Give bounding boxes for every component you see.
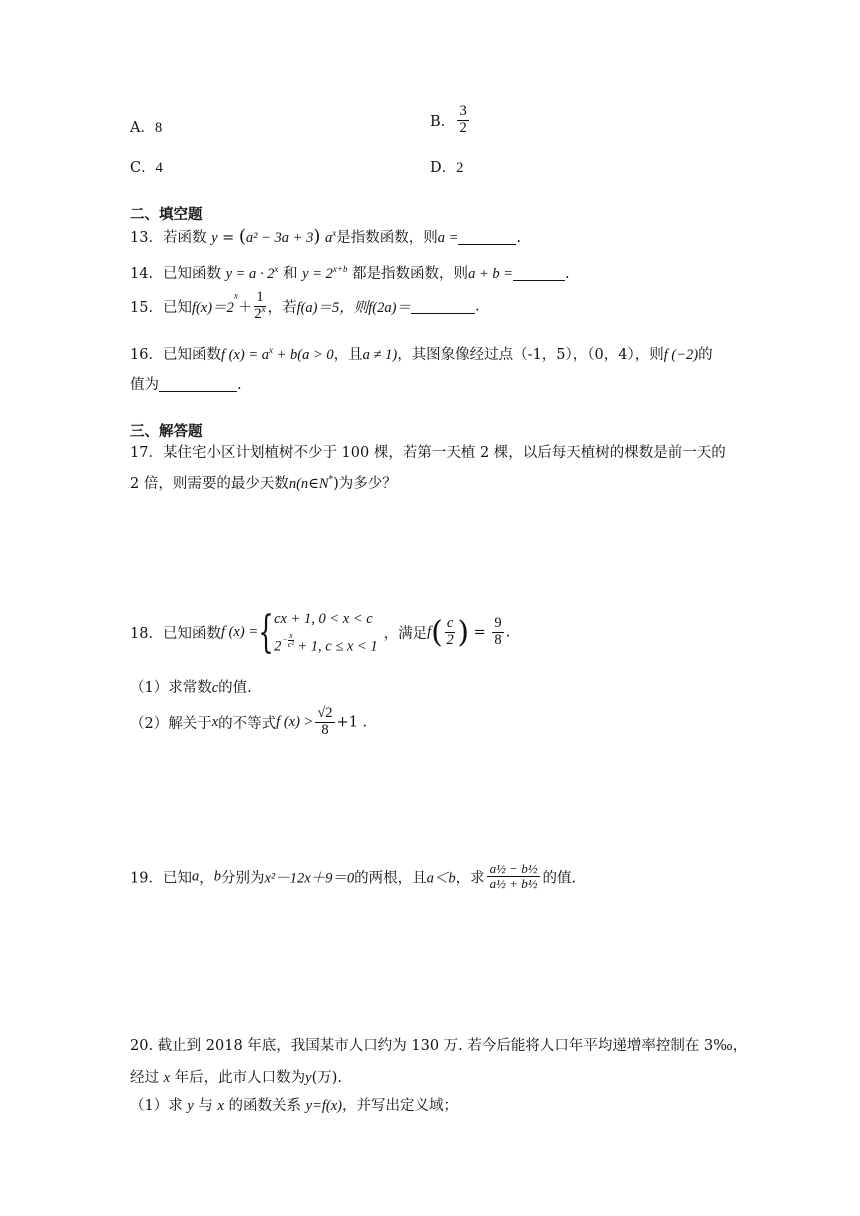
q20-line2-post: (万). <box>311 1070 343 1086</box>
q19-mid2: 的两根，且 <box>354 870 427 887</box>
q14-f1: y = a · 2 <box>225 266 275 282</box>
q14-ask: a + b = <box>468 266 514 282</box>
question-15 <box>130 290 480 323</box>
q16-line2: 值为 <box>130 377 159 393</box>
q20-p1-x: x <box>217 1098 224 1114</box>
q20-p1-mid: 与 <box>198 1098 213 1114</box>
q18-p2-frac <box>315 706 334 739</box>
q15-fx-power: x <box>233 290 238 301</box>
q15-cond2: f(a)＝5，则 <box>296 299 369 316</box>
q18-p2-post: +1 . <box>336 714 368 731</box>
q16-cond: ，且 <box>333 347 363 363</box>
q18-brace: { <box>258 606 274 658</box>
q14-tail: . <box>565 266 570 282</box>
q16-mid: ，其图象像经过点（-1，5），（0，4），则 <box>397 347 664 363</box>
option-a-value: 8 <box>154 120 163 136</box>
q16-number: 16． <box>130 347 163 363</box>
q17-math: n(n∈N <box>288 476 329 492</box>
question-17-line1: 17．某住宅小区计划植树不少于 100 棵，若第一天植 2 棵，以后每天植树的棵数是前一天的 <box>130 445 726 461</box>
q13-body: a² − 3a + 3 <box>245 230 314 246</box>
option-d <box>430 156 463 177</box>
q18-p1-pre: （1）求常数 <box>130 680 212 696</box>
q13-tail: . <box>516 230 521 246</box>
option-c-letter: C． <box>130 160 156 176</box>
question-17-line2 <box>130 472 397 493</box>
q18-p2-den: 8 <box>321 721 329 738</box>
q15-frac-num: 1 <box>256 289 264 305</box>
q13-answer-blank[interactable] <box>458 230 516 245</box>
q18-p2-num: √2 <box>317 705 333 721</box>
q18-c-frac <box>445 616 455 649</box>
q18-pre: 已知函数 <box>162 626 221 643</box>
q15-cond: ，若 <box>267 299 297 316</box>
question-16-line2 <box>130 373 242 394</box>
q18-p2-pre: （2）解关于 <box>130 715 212 732</box>
q14-mid: 都是指数函数，则 <box>352 266 469 282</box>
q16-tail: . <box>237 377 242 393</box>
q18-case2-rest: + 1, c ≤ x < 1 <box>293 638 378 655</box>
q18-p2-var: x <box>211 713 219 730</box>
q15-fx: f(x)＝2 <box>191 299 234 316</box>
q17-star: * <box>328 475 334 486</box>
option-b-letter: B． <box>430 113 456 130</box>
q13-power: x <box>332 228 337 239</box>
q16-fx-rest: + b(a > 0 <box>272 347 334 363</box>
q18-mid: ，满足 <box>383 626 428 643</box>
q14-f2-power: x+b <box>332 264 348 275</box>
q18-eq: = <box>469 624 491 641</box>
q19-equation: x²－12x＋9＝0 <box>264 870 355 887</box>
q19-b: b <box>213 868 221 885</box>
q18-r-num: 9 <box>494 615 502 632</box>
q16-answer-blank[interactable] <box>159 377 237 392</box>
q16-fx: f (x) = a <box>220 347 269 363</box>
q20-x: x <box>163 1070 171 1086</box>
q18-case2-pow-num: x <box>288 631 293 640</box>
question-20-line1: 20. 截止到 2018 年底，我国某市人口约为 130 万. 若今后能将人口年平均递增率控制在 3‰， <box>130 1038 748 1054</box>
q18-p1-post: 的值. <box>218 680 252 696</box>
q19-fraction <box>487 862 541 892</box>
question-16 <box>130 343 713 364</box>
option-d-letter: D． <box>430 160 457 176</box>
q17-line2-post: )为多少？ <box>333 476 397 492</box>
option-b-numerator: 3 <box>459 103 467 119</box>
q20-y: y <box>305 1070 312 1086</box>
question-20-part1 <box>130 1094 458 1115</box>
q18-c-num: c <box>446 615 454 632</box>
q18-p1-var: c <box>211 680 219 696</box>
q19-comma: ， <box>199 870 214 887</box>
question-18: 18．已知函数f (x) ={ cx + 1, 0 < x < c 2− $\frac{x}{\text{c²}}$ + 1, c ≤ x < 1 ，满足f( $\frac{c}{2}$ ) = $\frac{9}{8}$ . <box>130 606 511 658</box>
option-c <box>130 156 163 177</box>
q15-frac-den-power: x <box>261 304 266 315</box>
q19-inequality: a＜b <box>426 870 456 887</box>
section-title-fill-in: 二、填空题 <box>130 206 203 223</box>
q19-a: a <box>191 868 200 885</box>
q14-pre: 已知函数 <box>162 266 221 282</box>
q18-fx: f (x) = <box>220 624 259 641</box>
option-a-letter: A． <box>130 120 155 136</box>
q15-ask: f(2a)＝ <box>368 299 411 316</box>
q13-number: 13． <box>130 230 163 246</box>
q20-p1-eq: y=f(x) <box>305 1098 342 1114</box>
q18-cases: cx + 1, 0 < x < c 2− $\frac{x}{\text{c²}}$ + 1, c ≤ x < 1 <box>274 606 378 659</box>
q14-number: 14． <box>130 266 163 282</box>
q19-number: 19． <box>130 870 163 887</box>
option-a <box>130 116 162 137</box>
q20-p1-pre: （1）求 <box>130 1098 183 1114</box>
q20-p1-y: y <box>187 1098 194 1114</box>
q13-lhs: y <box>211 230 218 246</box>
q14-answer-blank[interactable] <box>513 266 565 281</box>
q16-pre: 已知函数 <box>162 347 221 363</box>
option-c-value: 4 <box>155 160 163 176</box>
option-b-denominator: 2 <box>459 119 467 136</box>
q20-line2-pre: 经过 <box>130 1070 159 1086</box>
q15-answer-blank[interactable] <box>411 299 475 314</box>
section-title-answer: 三、解答题 <box>130 423 203 440</box>
option-b-fraction <box>457 104 469 137</box>
q18-case2-pow-den: c² <box>287 640 294 649</box>
q19-numerator: a½ − b½ <box>487 862 541 877</box>
option-b <box>430 104 471 137</box>
q19-post: 的值. <box>542 870 577 887</box>
q18-c-den: 2 <box>446 632 454 649</box>
q15-number: 15． <box>130 299 163 316</box>
q20-line2-mid: 年后，此市人口数为 <box>174 1070 306 1086</box>
q15-plus: ＋ <box>237 299 253 316</box>
q16-fx-power: x <box>268 345 273 356</box>
q19-pre: 已知 <box>162 870 192 887</box>
q18-r-den: 8 <box>494 632 502 649</box>
q14-f1-power: x <box>274 264 279 275</box>
q16-tail-word: 的 <box>698 347 713 363</box>
question-20-line2 <box>130 1066 342 1087</box>
question-14 <box>130 262 570 283</box>
q18-f: f <box>427 624 432 641</box>
q13-mid: 是指数函数，则 <box>336 230 438 246</box>
q16-ask: f (−2) <box>663 347 699 363</box>
q15-frac-den: 2 <box>254 305 262 322</box>
question-18-part2 <box>130 706 367 739</box>
question-19 <box>130 862 576 892</box>
q15-tail: . <box>474 298 480 315</box>
q14-and: 和 <box>283 266 298 282</box>
q19-denominator: a½ + b½ <box>489 876 538 892</box>
q13-ask: a = <box>437 230 459 246</box>
q16-cond2: a ≠ 1) <box>362 347 398 363</box>
q17-line2-pre: 2 倍，则需要的最少天数 <box>130 476 289 492</box>
q18-p2-fx: f (x) > <box>276 713 314 730</box>
q18-number: 18． <box>130 626 163 643</box>
q18-case2-base: 2 <box>274 638 282 655</box>
question-18-part1 <box>130 676 252 697</box>
q14-f2: y = 2 <box>302 266 333 282</box>
q13-pre: 若函数 <box>162 230 207 246</box>
q15-fraction <box>254 290 265 323</box>
q15-pre: 已知 <box>162 299 192 316</box>
q18-result-frac <box>492 616 503 649</box>
q20-p1-mid2: 的函数关系 <box>228 1098 302 1114</box>
q18-tail: . <box>505 624 511 641</box>
q19-mid: 分别为 <box>220 870 265 887</box>
q18-case1: cx + 1, 0 < x < c <box>274 611 373 627</box>
option-d-value: 2 <box>456 160 464 176</box>
q20-p1-post: ，并写出定义域； <box>342 1098 458 1114</box>
q18-p2-mid: 的不等式 <box>218 715 277 732</box>
q19-mid3: ，求 <box>455 870 485 887</box>
question-13: 13．若函数 y = (a² − 3a + 3) $a^x$是指数函数，则a = . <box>130 226 521 247</box>
